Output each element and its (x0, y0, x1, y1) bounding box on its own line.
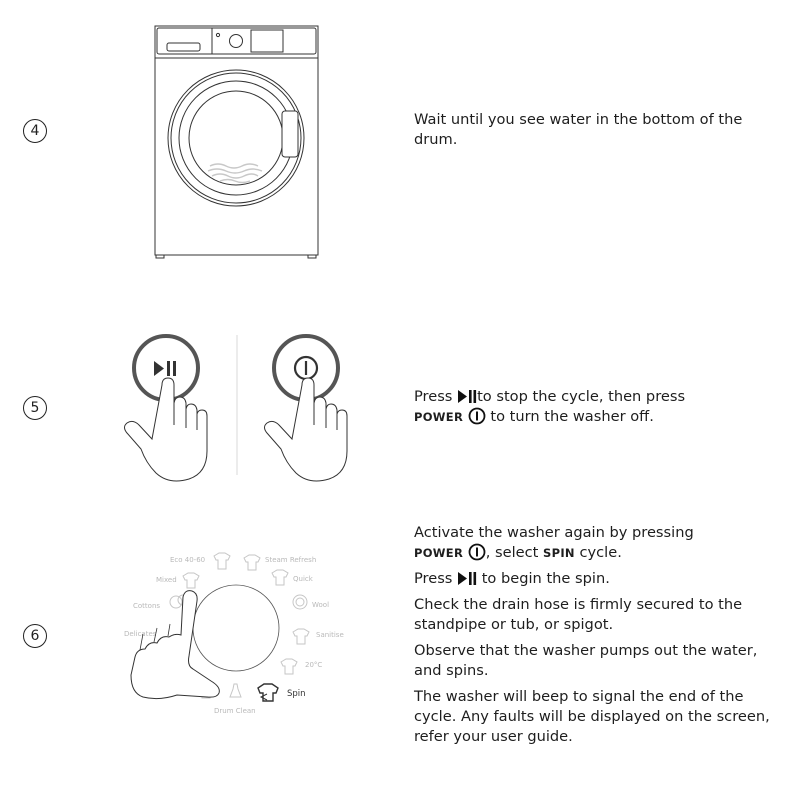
dial-label-delicates: Delicates (124, 630, 157, 638)
dial-label-cottons: Cottons (133, 602, 161, 610)
step-5-line-1: Press to stop the cycle, then press (414, 388, 686, 405)
step-6-paragraph-2: Press to begin the spin. (414, 570, 610, 587)
power-keyword: POWER (414, 410, 464, 424)
step-number-5: 5 (23, 396, 47, 420)
step-4-instruction: Wait until you see water in the bottom of the drum. (414, 111, 743, 148)
dial-label-sanitise: Sanitise (316, 631, 344, 639)
dial-label-mixed: Mixed (156, 576, 177, 584)
step-6-paragraph-4: Observe that the washer pumps out the water, and spins. (414, 642, 758, 679)
step-number-4: 4 (23, 119, 47, 143)
dial-label-20c: 20°C (305, 661, 323, 669)
dial-label-wool: Wool (312, 601, 330, 609)
dial-label-quick: Quick (293, 575, 313, 583)
power-keyword: POWER (414, 546, 464, 560)
dial-label-spin-selected: Spin (287, 689, 306, 699)
spin-keyword: SPIN (543, 546, 575, 560)
step-6-paragraph-3: Check the drain hose is firmly secured to the standpipe or tub, or spigot. (414, 596, 743, 633)
step-6-paragraph-5: The washer will beep to signal the end of the cycle. Any faults will be displayed on the screen, refer your user guide. (414, 688, 770, 745)
dial-label-steam-refresh: Steam Refresh (265, 556, 317, 564)
dial-label-drum-clean: Drum Clean (214, 707, 256, 715)
step-6-paragraph-1: Activate the washer again by pressing POWER , select SPIN cycle. (414, 524, 694, 561)
play-pause-icon (457, 571, 477, 586)
step-6-text (414, 523, 784, 753)
power-icon (468, 543, 486, 561)
step-number-6: 6 (23, 624, 47, 648)
step-5-line-2: POWER to turn the washer off. (414, 408, 654, 425)
dial-label-eco: Eco 40-60 (170, 556, 206, 564)
